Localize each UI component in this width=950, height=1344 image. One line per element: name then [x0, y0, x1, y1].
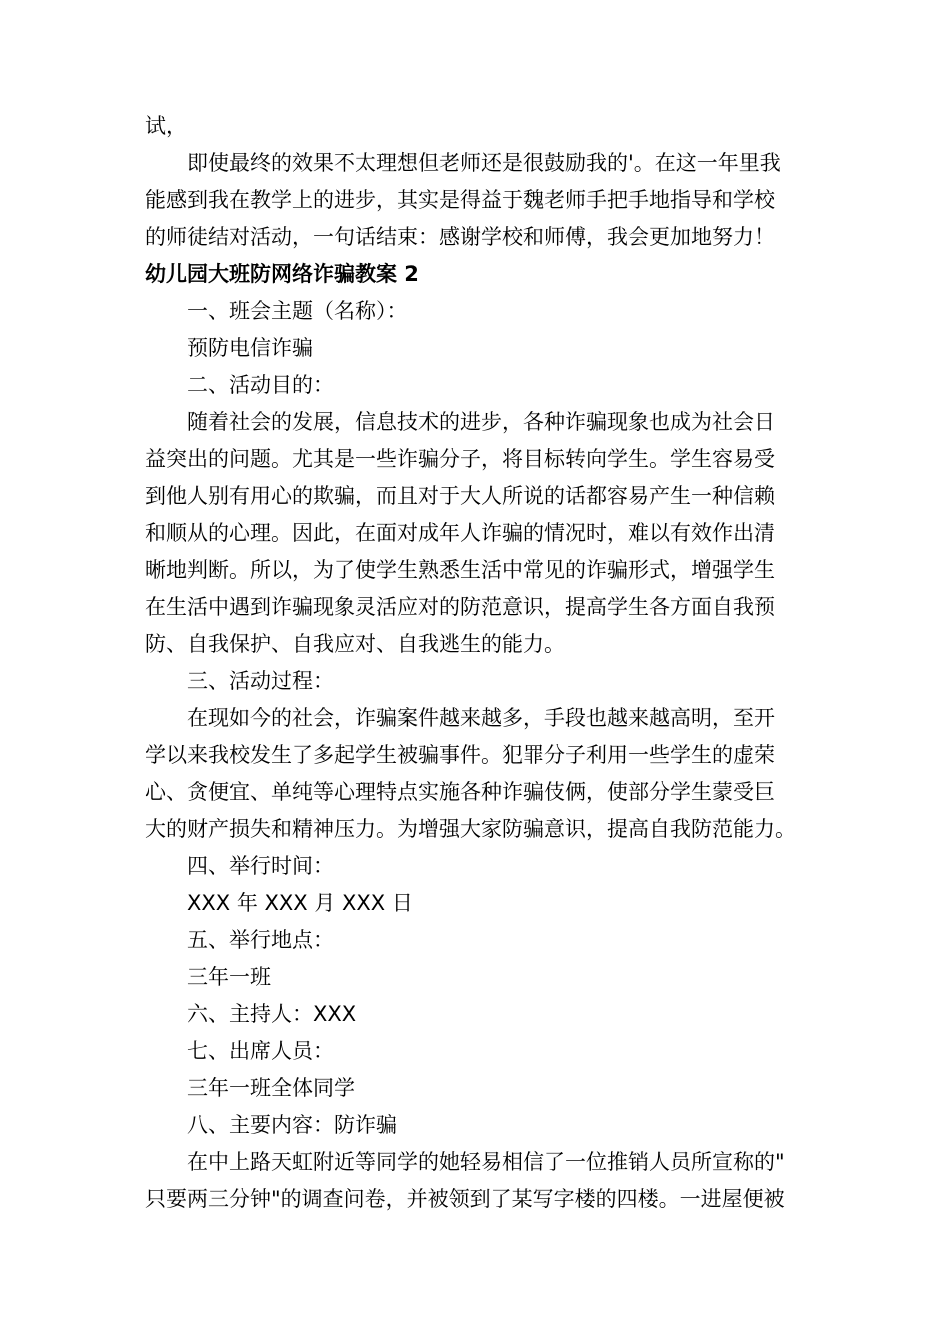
paragraph-line: 学以来我校发生了多起学生被骗事件。犯罪分子利用一些学生的虚荣	[145, 743, 775, 767]
section-heading: 幼儿园大班防网络诈骗教案 2	[145, 262, 419, 286]
paragraph-line: 随着社会的发展，信息技术的进步，各种诈骗现象也成为社会日	[187, 410, 775, 434]
paragraph-line: 益突出的问题。尤其是一些诈骗分子，将目标转向学生。学生容易受	[145, 447, 775, 471]
paragraph-line: 心、贪便宜、单纯等心理特点实施各种诈骗伎俩，使部分学生蒙受巨	[145, 780, 775, 804]
paragraph-line: 在生活中遇到诈骗现象灵活应对的防范意识，提高学生各方面自我预	[145, 595, 775, 619]
document-body	[145, 108, 825, 1218]
paragraph-line: 八、主要内容：防诈骗	[187, 1113, 397, 1137]
paragraph-line: 三年一班	[187, 965, 271, 989]
paragraph-line: 只要两三分钟"的调查问卷，并被领到了某写字楼的四楼。一进屋便被	[145, 1187, 785, 1211]
paragraph-line: 能感到我在教学上的进步，其实是得益于魏老师手把手地指导和学校	[145, 188, 775, 212]
paragraph-line: 二、活动目的：	[187, 373, 334, 397]
paragraph-line: 在现如今的社会，诈骗案件越来越多，手段也越来越高明，至开	[187, 706, 775, 730]
paragraph-line: 一、班会主题（名称）：	[187, 299, 408, 323]
paragraph-line: 三年一班全体同学	[187, 1076, 355, 1100]
paragraph-line: 在中上路天虹附近等同学的她轻易相信了一位推销人员所宣称的"	[187, 1150, 785, 1174]
paragraph-line: 三、活动过程：	[187, 669, 334, 693]
paragraph-line: 即使最终的效果不太理想但老师还是很鼓励我的'。在这一年里我	[187, 151, 781, 175]
paragraph-line: 防、自我保护、自我应对、自我逃生的能力。	[145, 632, 565, 656]
paragraph-line: 试，	[145, 114, 187, 138]
paragraph-line: 到他人别有用心的欺骗，而且对于大人所说的话都容易产生一种信赖	[145, 484, 775, 508]
paragraph-line: 预防电信诈骗	[187, 336, 313, 360]
paragraph-line: 五、举行地点：	[187, 928, 334, 952]
paragraph-line: 的师徒结对活动，一句话结束：感谢学校和师傅，我会更加地努力！	[145, 225, 775, 249]
paragraph-line: 四、举行时间：	[187, 854, 334, 878]
paragraph-line: 晰地判断。所以，为了使学生熟悉生活中常见的诈骗形式，增强学生	[145, 558, 775, 582]
paragraph-line: 七、出席人员：	[187, 1039, 334, 1063]
paragraph-line: XXX 年 XXX 月 XXX 日	[187, 891, 413, 915]
paragraph-line: 六、主持人：XXX	[187, 1002, 357, 1026]
paragraph-line: 和顺从的心理。因此，在面对成年人诈骗的情况时，难以有效作出清	[145, 521, 775, 545]
paragraph-line: 大的财产损失和精神压力。为增强大家防骗意识，提高自我防范能力。	[145, 817, 796, 841]
